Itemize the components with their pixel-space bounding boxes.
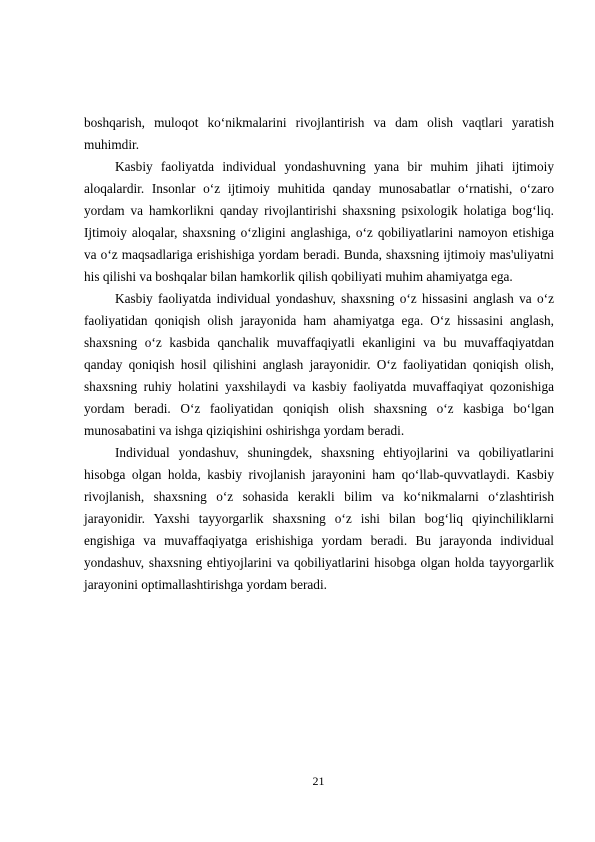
body-text bbox=[84, 112, 554, 596]
paragraph-professional-development: Individual yondashuv, shuningdek, shaxsning ehtiyojlarini va qobiliyatlarini hisobga olgan holda, kasbiy rivojlanish jarayonini ham qo‘llab-quvvatlaydi. Kasbiy rivojlanish, shaxsning o‘z sohasida kerakli bilim va ko‘nikmalarni o‘zlashtirish jarayonidir. Yaxshi tayyorgarlik shaxsning o‘z ishi bilan bog‘liq qiyinchiliklarni engishiga va muvaffaqiyatga erishishiga yordam beradi. Bu jarayonda individual yondashuv, shaxsning ehtiyojlarini va qobiliyatlarini hisobga olgan holda tayyorgarlik jarayonini optimallashtirishga yordam beradi. bbox=[84, 445, 554, 592]
paragraph-social-relations: Kasbiy faoliyatda individual yondashuvning yana bir muhim jihati ijtimoiy aloqalardir. Insonlar o‘z ijtimoiy muhitida qanday munosabatlar o‘rnatishi, o‘zaro yordam va hamkorlikni qanday rivojlantirishi shaxsning psixologik holatiga bog‘liq. Ijtimoiy aloqalar, shaxsning o‘zligini anglashiga, o‘z qobiliyatlarini namoyon etishiga va o‘z maqsadlariga erishishiga yordam beradi. Bunda, shaxsning ijtimoiy mas'uliyatni his qilishi va boshqalar bilan hamkorlik qilish qobiliyati muhim ahamiyatga ega. bbox=[84, 159, 554, 284]
page-number: 21 bbox=[312, 774, 325, 788]
paragraph-self-contribution: Kasbiy faoliyatda individual yondashuv, shaxsning o‘z hissasini anglash va o‘z faoliyatidan qoniqish olish jarayonida ham ahamiyatga ega. O‘z hissasini anglash, shaxsning o‘z kasbida qanchalik muvaffaqiyatli ekanligini va bu muvaffaqiyatdan qanday qoniqish hosil qilishini anglash jarayonidir. O‘z faoliyatidan qoniqish olish, shaxsning ruhiy holatini yaxshilaydi va kasbiy faoliyatda muvaffaqiyat qozonishiga yordam beradi. O‘z faoliyatidan qoniqish olish shaxsning o‘z kasbiga bo‘lgan munosabatini va ishga qiziqishini oshirishga yordam beradi. bbox=[84, 291, 554, 438]
paragraph-continued: boshqarish, muloqot ko‘nikmalarini rivojlantirish va dam olish vaqtlari yaratish muhimdir. bbox=[84, 115, 554, 152]
